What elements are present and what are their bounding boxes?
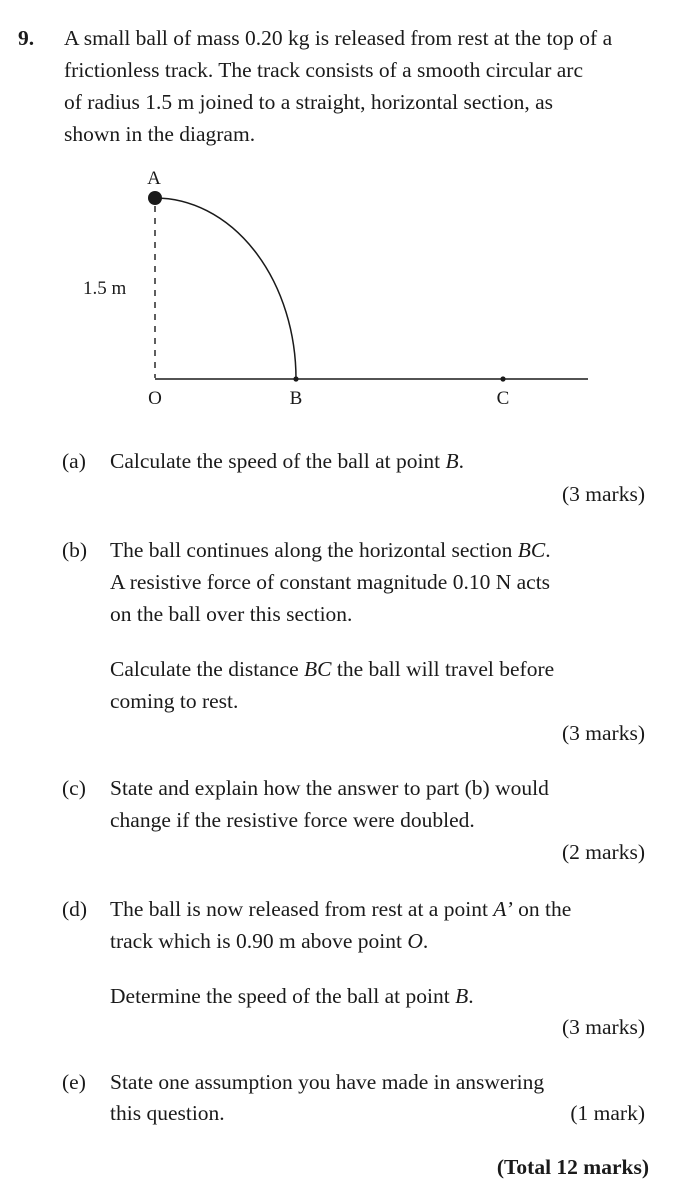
variable: B (445, 449, 459, 473)
total-marks: (Total 12 marks) (496, 1155, 649, 1179)
part-b-line: A resistive force of constant magnitude 0.10 N acts (110, 570, 551, 594)
part-c-line: State and explain how the answer to part (b) would (110, 776, 549, 800)
part-b-line: on the ball over this section. (110, 602, 353, 626)
part-c-marks: (2 marks) (562, 840, 645, 864)
part-a-label: (a) (62, 449, 86, 473)
track-diagram (0, 0, 675, 420)
text-run: . (545, 538, 551, 562)
intro-line: of radius 1.5 m joined to a straight, horizontal section, as (64, 90, 554, 114)
text-run: Calculate the distance (110, 657, 305, 681)
part-e-label: (e) (62, 1070, 86, 1094)
intro-line: frictionless track. The track consists of a smooth circular arc (64, 58, 584, 82)
part-e-marks: (1 mark) (570, 1101, 645, 1125)
part-d-line (110, 980, 474, 1012)
part-d-line (110, 925, 428, 957)
part-a-marks: (3 marks) (562, 482, 645, 506)
text-run: . (468, 984, 474, 1008)
ball (148, 191, 162, 205)
part-e-line: State one assumption you have made in answering (110, 1070, 545, 1094)
intro-line: A small ball of mass 0.20 kg is released from rest at the top of a (64, 26, 613, 50)
part-c-line: change if the resistive force were doubled. (110, 808, 475, 832)
variable: O (407, 929, 423, 953)
variable: B (455, 984, 469, 1008)
text-run: . (422, 929, 429, 953)
part-d-line (110, 893, 571, 925)
text-run: The ball continues along the horizontal section (110, 538, 518, 562)
text-run: track which is 0.90 m above point (110, 929, 408, 953)
variable: A’ (493, 897, 513, 921)
variable: BC (517, 538, 546, 562)
point-b-label: B (289, 388, 303, 409)
text-run: . (458, 449, 465, 473)
point-b-marker (293, 376, 298, 381)
point-c-label: C (496, 388, 510, 409)
part-b-label: (b) (62, 538, 88, 562)
point-a-label: A (147, 168, 161, 189)
circular-arc-track (155, 198, 296, 379)
text-run: Calculate the speed of the ball at point (110, 449, 446, 473)
variable: BC (304, 657, 332, 681)
part-b-line: coming to rest. (110, 689, 239, 713)
question-number: 9. (18, 26, 35, 50)
point-o-label: O (148, 388, 162, 409)
part-d-marks: (3 marks) (562, 1015, 645, 1039)
part-b-line (110, 653, 554, 685)
point-c-marker (500, 376, 505, 381)
part-e-line: this question. (110, 1101, 225, 1125)
part-a-text (110, 445, 464, 477)
intro-line: shown in the diagram. (64, 122, 256, 146)
text-run: the ball will travel before (331, 657, 555, 681)
part-b-marks: (3 marks) (562, 721, 645, 745)
text-run: on the (512, 897, 572, 921)
part-d-label: (d) (62, 897, 88, 921)
text-run: The ball is now released from rest at a point (110, 897, 494, 921)
part-c-label: (c) (62, 776, 86, 800)
part-b-line (110, 534, 551, 566)
text-run: Determine the speed of the ball at point (110, 984, 456, 1008)
radius-label: 1.5 m (83, 278, 127, 299)
